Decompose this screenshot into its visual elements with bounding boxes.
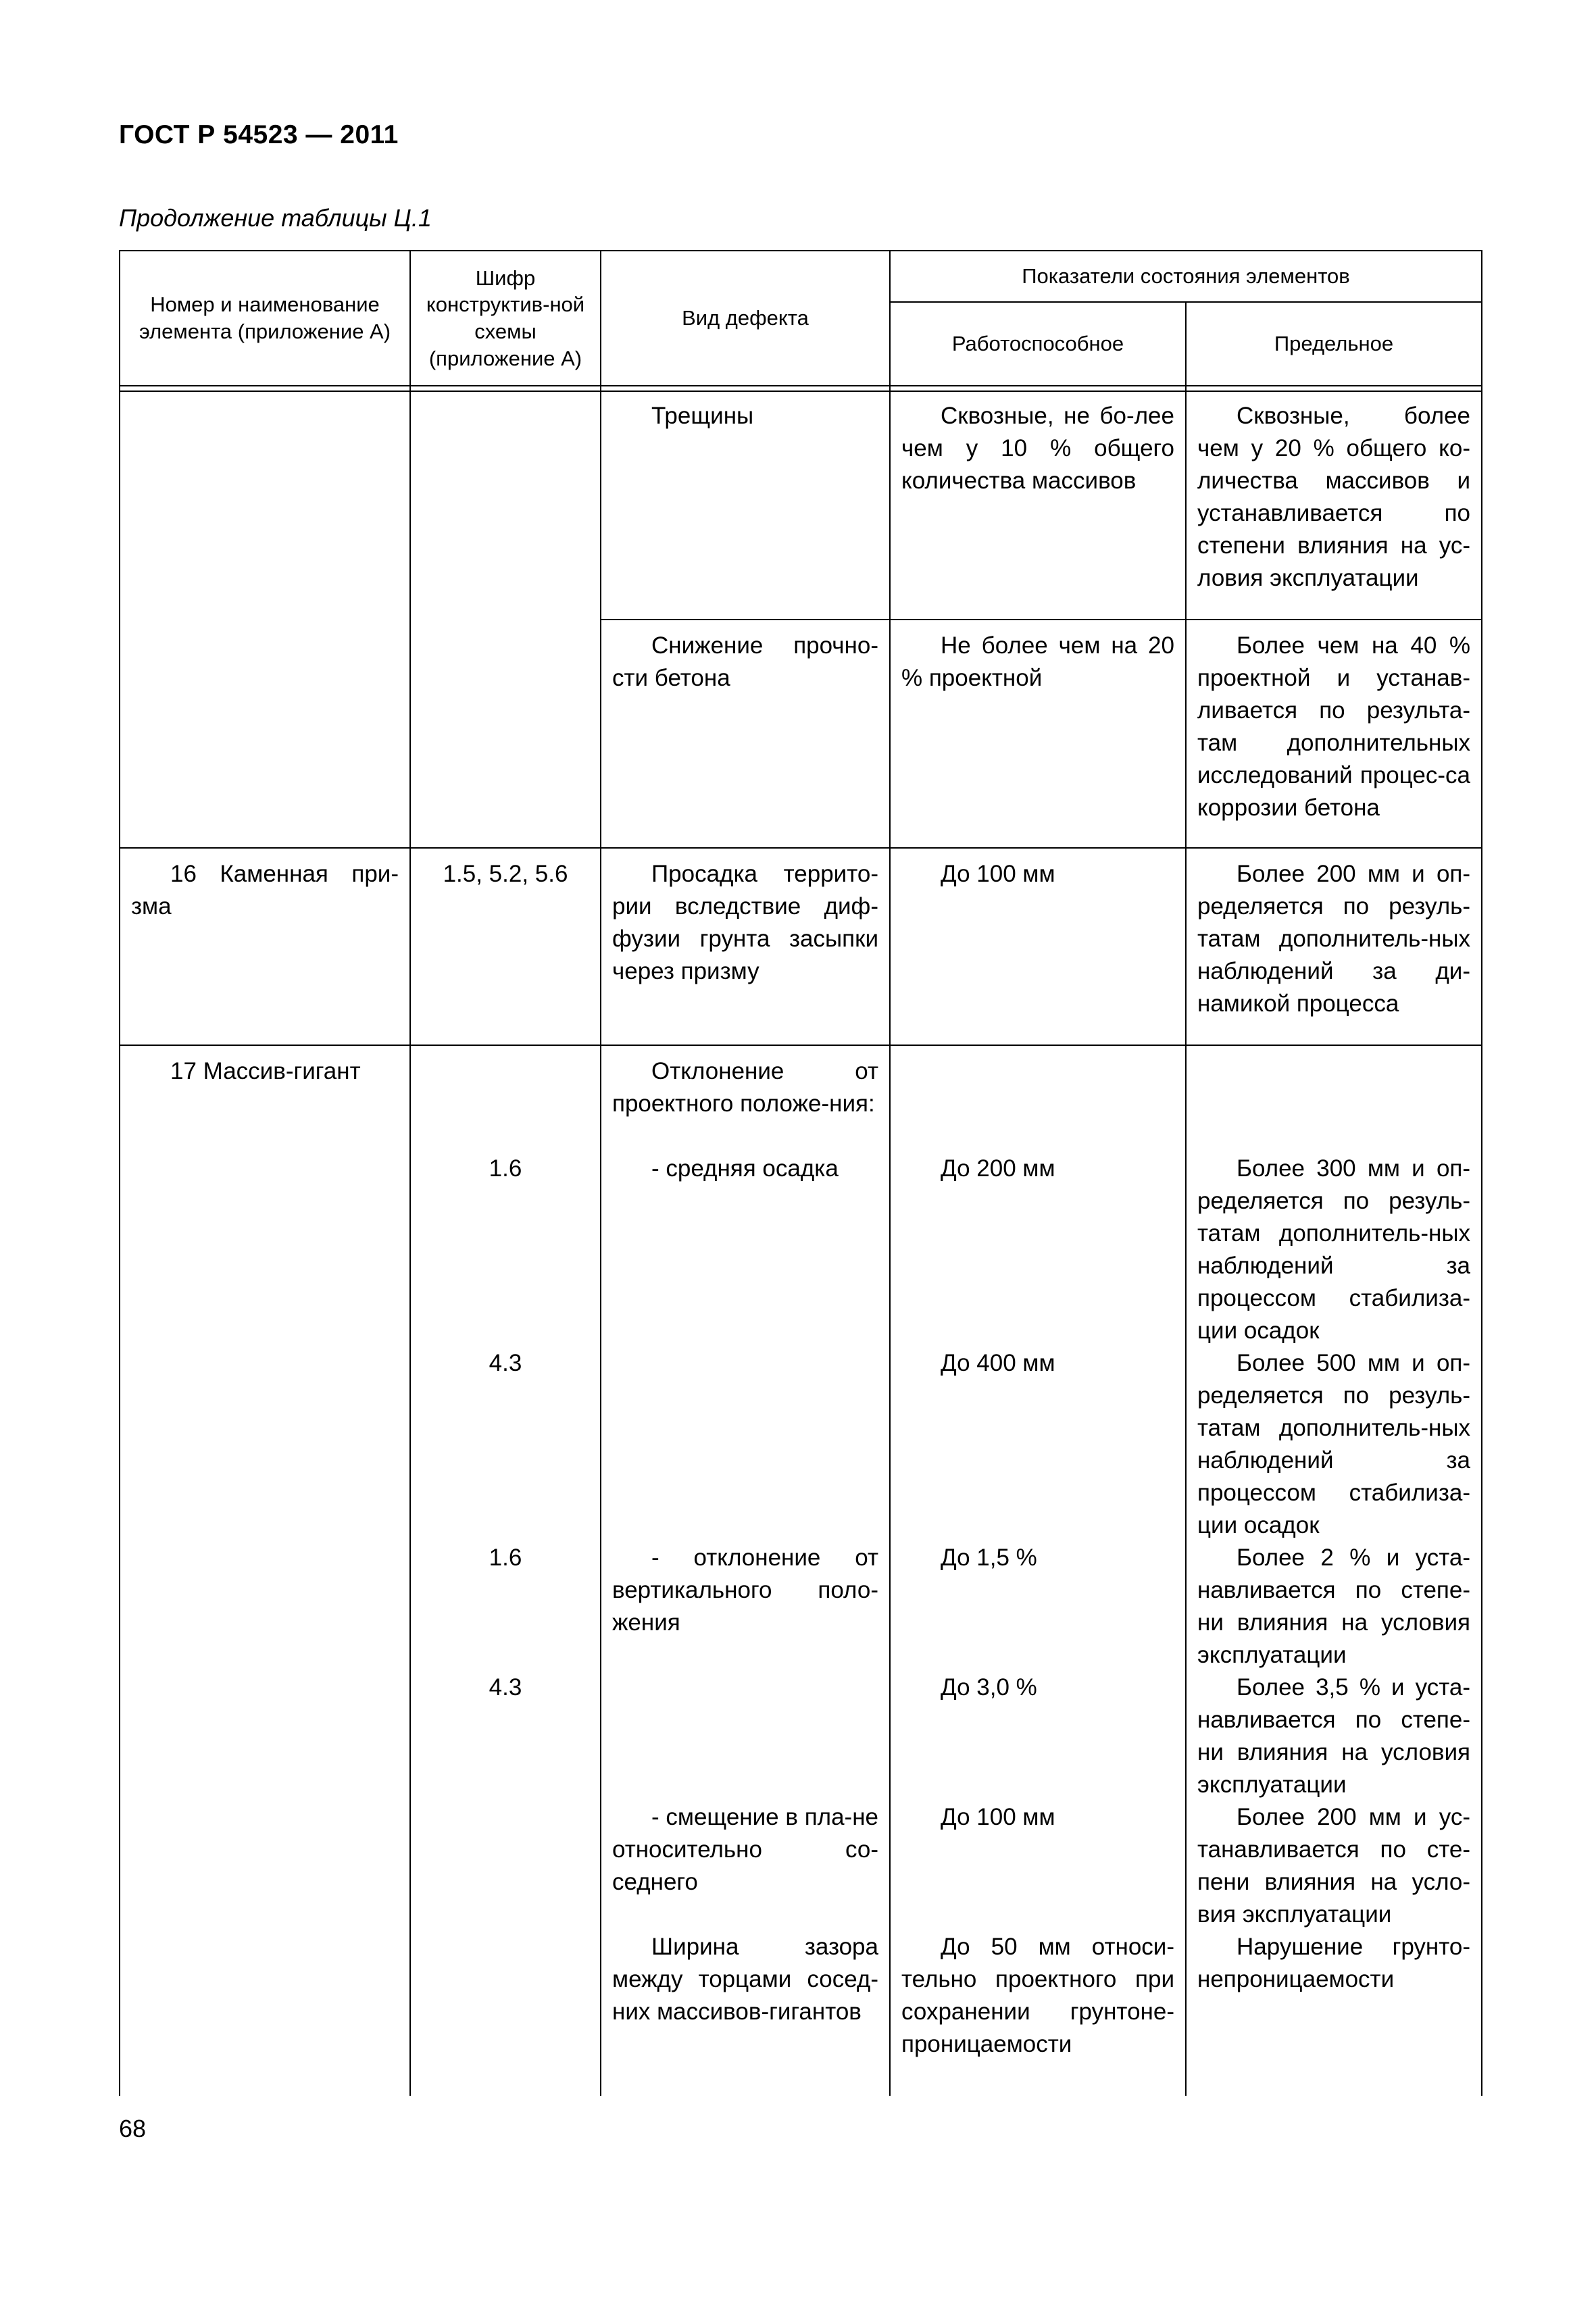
limit-text: Более 200 мм и ус-танавливается по сте-пени влияния на усло-вия эксплуатации	[1197, 1804, 1471, 1928]
defect-text: - смещение в пла-не относительно со-седнего	[612, 1804, 878, 1895]
header-element: Номер и наименование элемента (приложение А)	[120, 251, 410, 386]
cell-scheme	[410, 848, 601, 1045]
cell-scheme	[410, 391, 601, 848]
table-row	[120, 848, 1482, 1045]
cell-scheme	[410, 1045, 601, 2096]
header-working: Работоспособное	[890, 302, 1186, 386]
limit-text: Более 500 мм и оп-ределяется по резуль-татам дополнитель-ных наблюдений за процессом стабилиза-ции осадок	[1197, 1350, 1471, 1538]
working-text: До 100 мм	[941, 1804, 1055, 1830]
defects-table	[119, 250, 1482, 2096]
defect-text: Отклонение от проектного положе-ния:	[612, 1058, 878, 1117]
working-text: До 100 мм	[941, 861, 1055, 887]
cell-working	[890, 1045, 1186, 2096]
cell-working	[890, 620, 1186, 848]
limit-text: Более чем на 40 % проектной и устанав-ливается по результа-там дополнительных исследований процес-са коррозии бетона	[1197, 632, 1471, 821]
working-text: Не более чем на 20 % проектной	[901, 632, 1174, 691]
scheme-text: 4.3	[489, 1350, 522, 1376]
defect-text: - средняя осадка	[651, 1155, 839, 1182]
header-separator	[120, 386, 1482, 391]
working-text: До 3,0 %	[941, 1674, 1037, 1701]
defect-text: - отклонение от вертикального поло-жения	[612, 1544, 878, 1636]
scheme-text: 1.6	[489, 1155, 522, 1182]
page-number: 68	[119, 2115, 147, 2142]
scheme-text: 1.5, 5.2, 5.6	[443, 861, 568, 887]
cell-element	[120, 848, 410, 1045]
header-limit: Предельное	[1186, 302, 1482, 386]
limit-text: Более 300 мм и оп-ределяется по резуль-татам дополнитель-ных наблюдений за процессом стабилиза-ции осадок	[1197, 1155, 1471, 1344]
scheme-text: 4.3	[489, 1674, 522, 1701]
limit-text: Сквозные, более чем у 20 % общего ко-личества массивов и устанавливается по степени влияния на ус-ловия эксплуатации	[1197, 403, 1471, 591]
cell-element	[120, 1045, 410, 2096]
defect-text: Просадка террито-рии вследствие диф-фузии грунта засыпки через призму	[612, 861, 878, 984]
limit-text: Более 3,5 % и уста-навливается по степе-ни влияния на условия эксплуатации	[1197, 1674, 1471, 1798]
defect-text: Снижение прочно-сти бетона	[612, 632, 878, 691]
cell-limit	[1186, 1045, 1482, 2096]
limit-text: Более 2 % и уста-навливается по степе-ни влияния на условия эксплуатации	[1197, 1544, 1471, 1668]
header-defect: Вид дефекта	[601, 251, 890, 386]
table-caption: Продолжение таблицы Ц.1	[119, 204, 432, 232]
document-header: ГОСТ Р 54523 — 2011	[119, 120, 399, 149]
working-text: До 1,5 %	[941, 1544, 1037, 1571]
working-text: До 200 мм	[941, 1155, 1055, 1182]
header-indicators: Показатели состояния элементов	[890, 251, 1482, 302]
cell-defect	[601, 848, 890, 1045]
element-text: 16 Каменная при-зма	[131, 861, 399, 920]
cell-element	[120, 391, 410, 848]
cell-working	[890, 848, 1186, 1045]
scheme-text: 1.6	[489, 1544, 522, 1571]
working-text: До 50 мм относи-тельно проектного при сохранении грунтоне-проницаемости	[901, 1934, 1174, 2057]
defect-text: Трещины	[651, 403, 754, 429]
table-row	[120, 1045, 1482, 2096]
cell-limit	[1186, 391, 1482, 620]
cell-defect	[601, 1045, 890, 2096]
cell-limit	[1186, 620, 1482, 848]
cell-defect	[601, 620, 890, 848]
cell-working	[890, 391, 1186, 620]
header-scheme: Шифр конструктив-ной схемы (приложение А)	[410, 251, 601, 386]
limit-text: Более 200 мм и оп-ределяется по резуль-татам дополнитель-ных наблюдений за ди-намикой процесса	[1197, 861, 1471, 1017]
element-text: 17 Массив-гигант	[170, 1058, 361, 1084]
cell-defect	[601, 391, 890, 620]
defect-text: Ширина зазора между торцами сосед-них массивов-гигантов	[612, 1934, 878, 2025]
working-text: Сквозные, не бо-лее чем у 10 % общего количества массивов	[901, 403, 1174, 494]
table-row	[120, 391, 1482, 620]
working-text: До 400 мм	[941, 1350, 1055, 1376]
cell-limit	[1186, 848, 1482, 1045]
limit-text: Нарушение грунто-непроницаемости	[1197, 1934, 1471, 1992]
